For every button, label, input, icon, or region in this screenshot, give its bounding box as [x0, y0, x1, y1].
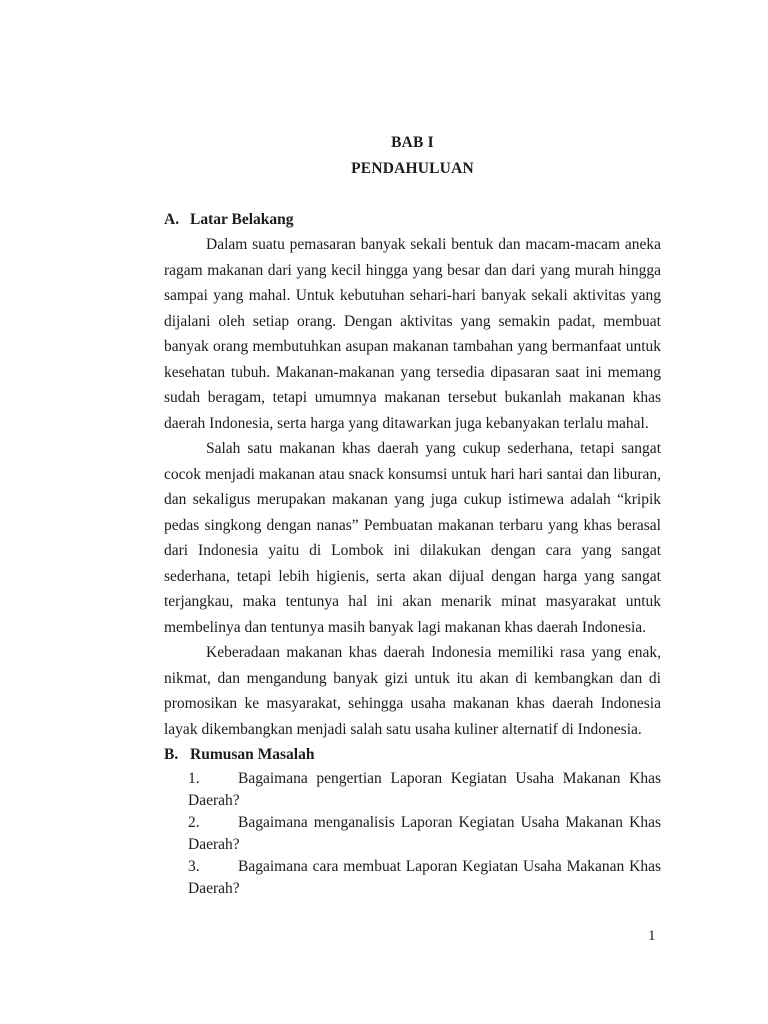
section-a-marker: A. — [164, 210, 180, 228]
list-item-number: 2. — [188, 813, 200, 831]
section-a-heading — [164, 207, 661, 233]
paragraph-2: Salah satu makanan khas daerah yang cukup sederhana, tetapi sangat cocok menjadi makanan atau snack konsumsi untuk hari hari santai dan liburan, dan sekaligus merupakan makanan yang juga cukup istimewa adalah “kripik pedas singkong dengan nanas” Pembuatan makanan terbaru yang khas berasal dari Indonesia yaitu di Lombok ini dilakukan dengan cara yang sangat sederhana, tetapi lebih higienis, serta akan dijual dengan harga yang sangat terjangkau, maka tentunya hal ini akan menarik minat masyarakat untuk membelinya dan tentunya masih banyak lagi makanan khas daerah Indonesia. — [164, 440, 661, 636]
section-b-heading — [164, 742, 661, 768]
blank-line — [164, 181, 661, 207]
list-item-number: 1. — [188, 769, 200, 787]
list-item — [164, 812, 661, 856]
chapter-subtitle: PENDAHULUAN — [351, 159, 474, 177]
list-item — [164, 768, 661, 812]
chapter-title: BAB I — [391, 134, 434, 151]
document-content — [164, 130, 661, 900]
section-a-heading-label: Latar Belakang — [190, 210, 294, 228]
paragraph-1: Dalam suatu pemasaran banyak sekali bentuk dan macam-macam aneka ragam makanan dari yang kecil hingga yang besar dan dari yang murah hingga sampai yang mahal. Untuk kebutuhan sehari-hari banyak sekali aktivitas yang dijalani oleh setiap orang. Dengan aktivitas yang semakin padat, membuat banyak orang membutuhkan asupan makanan tambahan yang bermanfaat untuk kesehatan tubuh. Makanan-makanan yang tersedia dipasaran saat ini memang sudah beragam, tetapi umumnya makanan tersebut bukanlah makanan khas daerah Indonesia, serta harga yang ditawarkan juga kebanyakan terlalu mahal. — [164, 236, 661, 432]
page-number: 1 — [648, 928, 656, 944]
paragraph-3: Keberadaan makanan khas daerah Indonesia memiliki rasa yang enak, nikmat, dan mengandung banyak gizi untuk itu akan di kembangkan dan di promosikan ke masyarakat, sehingga usaha makanan khas daerah Indonesia layak dikembangkan menjadi salah satu usaha kuliner alternatif di Indonesia. — [164, 644, 661, 738]
list-item-text: Bagaimana cara membuat Laporan Kegiatan Usaha Makanan Khas Daerah? — [188, 857, 661, 897]
section-b-heading-label: Rumusan Masalah — [190, 746, 315, 763]
list-item-text: Bagaimana pengertian Laporan Kegiatan Usaha Makanan Khas Daerah? — [188, 769, 661, 809]
list-item-number: 3. — [188, 857, 200, 875]
list-item-text: Bagaimana menganalisis Laporan Kegiatan Usaha Makanan Khas Daerah? — [188, 813, 661, 853]
list-item — [164, 856, 661, 900]
rumusan-masalah-list — [164, 768, 661, 900]
section-b-marker: B. — [164, 746, 179, 763]
